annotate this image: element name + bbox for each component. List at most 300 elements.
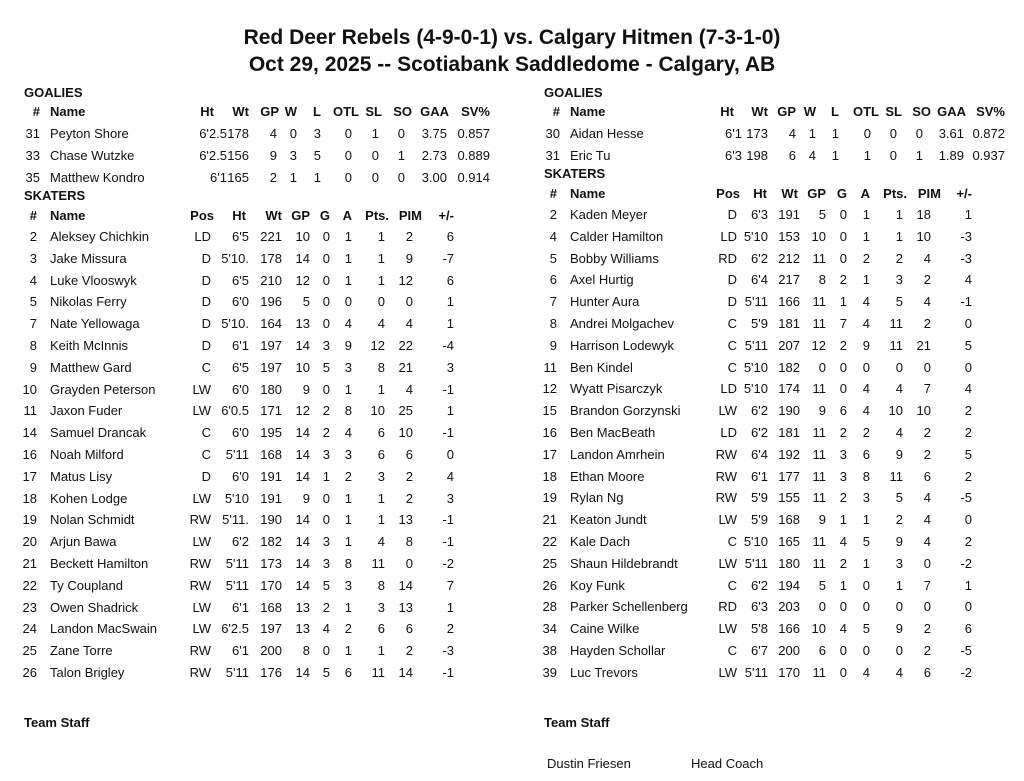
table-cell: Kohen Lodge: [50, 490, 128, 506]
table-cell: C: [727, 577, 737, 593]
skaters-section-title: SKATERS: [544, 166, 606, 181]
table-cell: 6'1: [232, 599, 249, 615]
table-cell: 0: [839, 207, 847, 222]
table-cell: 25: [22, 643, 37, 659]
table-cell: 9: [862, 337, 870, 353]
table-cell: 0: [322, 512, 330, 528]
table-cell: 1: [446, 316, 454, 332]
table-cell: 0.914: [457, 169, 490, 185]
table-cell: 191: [260, 490, 282, 506]
table-cell: 0: [923, 599, 931, 615]
table-cell: Wyatt Pisarczyk: [570, 381, 663, 397]
table-cell: 2: [923, 425, 931, 440]
table-cell: Ht: [753, 186, 767, 201]
table-cell: Keaton Jundt: [570, 512, 647, 528]
table-cell: Chase Wutzke: [50, 147, 135, 163]
table-cell: 8: [29, 338, 37, 353]
table-cell: 221: [260, 229, 282, 244]
table-row: [0, 251, 1024, 273]
table-cell: 22: [398, 338, 413, 353]
table-cell: 4: [788, 126, 796, 141]
table-cell: 10: [398, 425, 413, 441]
table-cell: 11: [371, 665, 385, 680]
table-cell: 182: [778, 359, 800, 375]
table-cell: 6'3: [725, 147, 742, 163]
table-cell: 0: [322, 294, 330, 310]
table-cell: Nikolas Ferry: [50, 294, 127, 310]
table-cell: 0: [322, 643, 330, 659]
table-cell: 0: [377, 294, 385, 310]
table-cell: RW: [189, 577, 211, 593]
table-cell: 15: [542, 403, 557, 419]
table-cell: LW: [192, 381, 211, 397]
table-cell: LW: [718, 403, 737, 419]
table-cell: 2: [344, 621, 352, 637]
table-row: [0, 621, 1024, 643]
table-cell: Name: [50, 208, 86, 223]
table-cell: 156: [227, 147, 249, 163]
table-cell: 8: [302, 643, 310, 659]
table-cell: 5'10: [743, 359, 768, 375]
table-cell: Eric Tu: [570, 147, 611, 163]
table-cell: Pos: [716, 186, 740, 201]
table-cell: 0: [863, 126, 871, 141]
table-cell: 6: [446, 229, 454, 244]
table-cell: Samuel Drancak: [50, 425, 147, 441]
table-cell: Landon MacSwain: [50, 621, 157, 637]
table-cell: 4: [964, 381, 972, 397]
table-cell: 11: [889, 468, 903, 484]
table-cell: 4: [895, 381, 903, 397]
table-cell: Hunter Aura: [570, 294, 640, 310]
table-cell: 22: [22, 577, 37, 593]
table-cell: 18: [916, 207, 931, 222]
table-cell: 34: [542, 621, 557, 637]
table-cell: 5'10: [743, 534, 768, 549]
table-cell: 9: [302, 381, 310, 397]
table-cell: 14: [295, 250, 310, 266]
table-cell: GP: [807, 186, 826, 201]
table-cell: 1: [377, 229, 385, 244]
table-cell: LW: [192, 599, 211, 615]
table-cell: 5: [895, 490, 903, 506]
table-cell: -1: [442, 665, 454, 680]
table-cell: 0: [895, 599, 903, 615]
table-cell: 6: [818, 643, 826, 658]
goalie-table-header: [0, 104, 1024, 126]
table-row: [0, 229, 1024, 251]
table-cell: 9: [895, 534, 903, 549]
table-cell: LW: [718, 621, 737, 637]
table-cell: 11: [889, 316, 903, 331]
table-cell: 0: [839, 250, 847, 266]
table-cell: 3: [895, 555, 903, 571]
table-cell: SL: [365, 104, 382, 119]
table-cell: Ht: [720, 104, 734, 119]
table-cell: LD: [720, 381, 737, 397]
table-cell: 5: [818, 207, 826, 222]
table-cell: 1: [863, 147, 871, 163]
table-cell: 0.889: [457, 147, 490, 163]
table-cell: SO: [912, 104, 931, 119]
table-cell: 9: [405, 250, 413, 266]
table-cell: L: [313, 104, 321, 119]
skater-table-header: [0, 186, 1024, 208]
table-cell: 181: [778, 425, 800, 440]
table-cell: 1: [839, 577, 847, 593]
table-cell: 191: [778, 207, 800, 222]
table-cell: 4: [923, 490, 931, 506]
table-cell: D: [201, 272, 211, 288]
table-row: [0, 338, 1024, 360]
table-row: [0, 272, 1024, 294]
table-cell: C: [201, 447, 211, 462]
table-cell: 0: [839, 381, 847, 397]
table-row: [0, 447, 1024, 469]
table-cell: 11: [889, 337, 903, 353]
table-cell: 1: [808, 126, 816, 141]
table-row: [0, 599, 1024, 621]
table-cell: Nate Yellowaga: [50, 316, 140, 332]
table-cell: Wt: [232, 104, 249, 119]
table-cell: 5'11: [225, 577, 249, 593]
table-cell: 1: [862, 272, 870, 288]
table-cell: 0: [322, 250, 330, 266]
table-cell: Name: [570, 186, 606, 201]
table-cell: 2: [964, 403, 972, 419]
table-cell: 8: [818, 272, 826, 288]
table-cell: 5'11: [225, 447, 249, 462]
table-cell: 2: [923, 316, 931, 331]
table-cell: 1: [446, 599, 454, 615]
table-cell: Luc Trevors: [570, 664, 638, 680]
table-cell: 0: [397, 169, 405, 185]
table-row: [0, 469, 1024, 491]
table-cell: 5'11: [744, 555, 768, 571]
table-cell: 1: [839, 294, 847, 310]
table-cell: 166: [778, 294, 800, 310]
table-cell: 11: [812, 425, 826, 440]
table-cell: -4: [442, 338, 454, 353]
table-cell: 2: [964, 425, 972, 440]
table-cell: 207: [778, 337, 800, 353]
table-cell: -5: [960, 643, 972, 658]
table-cell: 197: [260, 338, 282, 353]
table-cell: 2: [923, 643, 931, 658]
table-cell: 6'3: [751, 207, 768, 222]
table-cell: 1: [915, 147, 923, 163]
table-cell: 2: [322, 425, 330, 441]
table-cell: 2: [839, 272, 847, 288]
table-cell: L: [831, 104, 839, 119]
table-cell: G: [836, 186, 847, 201]
table-cell: 5: [29, 294, 37, 310]
table-cell: 0: [371, 147, 379, 163]
table-cell: G: [319, 208, 330, 223]
table-cell: 200: [260, 643, 282, 659]
table-cell: 0: [895, 643, 903, 658]
table-cell: 5'10.: [221, 316, 249, 332]
table-cell: 0: [839, 643, 847, 658]
table-cell: 21: [22, 556, 37, 571]
table-cell: 9: [302, 490, 310, 506]
table-cell: 1: [964, 577, 972, 593]
table-cell: LW: [192, 490, 211, 506]
table-cell: 10: [916, 228, 931, 244]
table-cell: 3: [344, 447, 352, 462]
table-cell: 1: [313, 169, 321, 185]
table-cell: 13: [398, 512, 413, 528]
table-cell: 5'9: [751, 316, 768, 331]
table-cell: LD: [194, 229, 211, 244]
table-cell: 165: [778, 534, 800, 549]
table-cell: 5: [322, 577, 330, 593]
table-cell: 0.937: [972, 147, 1005, 163]
table-cell: 5'8: [751, 621, 768, 637]
table-cell: 14: [22, 425, 37, 441]
table-cell: 5'11: [744, 337, 768, 353]
table-cell: 2: [322, 403, 330, 419]
table-cell: LW: [192, 403, 211, 419]
table-cell: Axel Hurtig: [570, 272, 634, 288]
table-cell: 1: [862, 555, 870, 571]
table-cell: 191: [260, 468, 282, 484]
table-cell: Talon Brigley: [50, 665, 125, 680]
table-cell: 3: [895, 272, 903, 288]
table-cell: 5'10: [224, 490, 249, 506]
table-cell: 23: [22, 599, 37, 615]
table-cell: 3.61: [938, 126, 964, 141]
table-cell: 0: [862, 359, 870, 375]
table-cell: 18: [22, 490, 37, 506]
table-cell: 2: [895, 512, 903, 528]
table-cell: 5'11: [225, 665, 249, 680]
table-cell: Owen Shadrick: [50, 599, 139, 615]
table-cell: 0: [818, 359, 826, 375]
table-cell: 4: [549, 228, 557, 244]
table-cell: 7: [29, 316, 37, 332]
table-cell: 168: [260, 599, 282, 615]
table-cell: 3: [344, 359, 352, 375]
table-cell: RW: [715, 446, 737, 462]
table-cell: 210: [260, 272, 282, 288]
table-cell: 195: [260, 425, 282, 441]
table-cell: 6: [923, 468, 931, 484]
table-cell: Aleksey Chichkin: [50, 229, 149, 244]
table-cell: LD: [720, 425, 737, 440]
table-cell: 3: [322, 556, 330, 571]
table-cell: 4: [923, 534, 931, 549]
table-cell: 10: [888, 403, 903, 419]
table-cell: 181: [778, 316, 800, 331]
table-cell: 0: [397, 126, 405, 141]
table-cell: A: [860, 186, 870, 201]
table-cell: 5'11: [225, 556, 249, 571]
table-cell: 2: [344, 468, 352, 484]
table-cell: 1: [895, 207, 903, 222]
table-cell: 33: [25, 147, 40, 163]
table-cell: D: [201, 250, 211, 266]
table-cell: 0: [371, 169, 379, 185]
table-cell: -3: [960, 250, 972, 266]
table-cell: 6'0: [232, 468, 249, 484]
table-cell: 38: [542, 643, 557, 658]
table-cell: Bobby Williams: [570, 250, 659, 266]
table-cell: 1: [862, 228, 870, 244]
table-cell: 9: [818, 512, 826, 528]
table-cell: 14: [295, 665, 310, 680]
table-row: [0, 316, 1024, 338]
table-cell: 35: [25, 169, 40, 185]
table-cell: 196: [260, 294, 282, 310]
table-cell: 26: [22, 665, 37, 680]
table-cell: 0: [818, 599, 826, 615]
table-cell: 1: [862, 512, 870, 528]
table-cell: 1: [344, 272, 352, 288]
table-cell: 197: [260, 359, 282, 375]
table-cell: C: [727, 337, 737, 353]
table-cell: 14: [398, 665, 413, 680]
table-cell: 2: [839, 555, 847, 571]
table-cell: 5'11: [744, 664, 768, 680]
table-cell: 13: [295, 621, 310, 637]
table-cell: 4: [862, 294, 870, 310]
table-cell: 1: [377, 272, 385, 288]
table-cell: Name: [50, 104, 86, 119]
table-cell: 14: [295, 577, 310, 593]
table-cell: 6'1: [232, 338, 249, 353]
table-cell: 4: [839, 621, 847, 637]
table-cell: 176: [260, 665, 282, 680]
table-cell: 1: [964, 207, 972, 222]
table-cell: 182: [260, 534, 282, 550]
table-cell: 4: [862, 381, 870, 397]
table-cell: C: [727, 316, 737, 331]
table-cell: W: [284, 104, 297, 119]
table-row: [0, 665, 1024, 687]
table-cell: Brandon Gorzynski: [570, 403, 681, 419]
table-cell: GAA: [937, 104, 966, 119]
table-cell: 6'2: [751, 425, 768, 440]
table-cell: 12: [398, 272, 413, 288]
table-cell: Ben Kindel: [570, 359, 633, 375]
table-cell: 14: [295, 534, 310, 550]
table-cell: 2: [29, 229, 37, 244]
table-cell: 8: [862, 468, 870, 484]
table-row: [0, 534, 1024, 556]
table-cell: 6'5: [232, 359, 249, 375]
table-cell: Matthew Kondro: [50, 169, 145, 185]
table-cell: RW: [715, 468, 737, 484]
staff-name: Dustin Friesen: [547, 756, 631, 771]
table-cell: 2: [549, 207, 557, 222]
table-cell: 192: [778, 446, 800, 462]
table-cell: 25: [398, 403, 413, 419]
table-cell: 4: [405, 381, 413, 397]
table-cell: 3.75: [421, 126, 447, 141]
table-cell: 11: [371, 556, 385, 571]
table-cell: 4: [377, 316, 385, 332]
table-cell: Nolan Schmidt: [50, 512, 135, 528]
table-cell: 30: [545, 126, 560, 141]
table-cell: 13: [295, 599, 310, 615]
table-cell: 12: [542, 381, 557, 397]
table-cell: 6: [446, 272, 454, 288]
table-cell: 4: [344, 316, 352, 332]
table-cell: 0: [322, 490, 330, 506]
table-cell: 0.857: [457, 126, 490, 141]
table-cell: 4: [923, 294, 931, 310]
table-cell: 0: [344, 169, 352, 185]
table-cell: Jake Missura: [50, 250, 127, 266]
table-cell: 5'9: [751, 490, 768, 506]
table-cell: 3: [377, 468, 385, 484]
table-cell: 6: [377, 425, 385, 441]
table-cell: 217: [778, 272, 800, 288]
table-cell: W: [803, 104, 816, 119]
table-cell: 0: [889, 147, 897, 163]
table-cell: Hayden Schollar: [570, 643, 666, 658]
table-cell: 1: [446, 403, 454, 419]
table-cell: 0: [889, 126, 897, 141]
table-cell: 1: [446, 294, 454, 310]
table-cell: 180: [778, 555, 800, 571]
table-cell: Landon Amrhein: [570, 446, 665, 462]
table-cell: 11: [812, 446, 826, 462]
table-cell: 0: [405, 294, 413, 310]
table-row: [0, 381, 1024, 403]
table-cell: 2.73: [421, 147, 447, 163]
table-cell: 6'2: [232, 534, 249, 550]
table-cell: 11: [812, 534, 826, 549]
table-cell: 39: [542, 664, 557, 680]
table-cell: 171: [260, 403, 282, 419]
table-cell: 6'4: [751, 446, 768, 462]
table-cell: 170: [260, 577, 282, 593]
table-cell: C: [201, 425, 211, 441]
table-cell: 3: [446, 490, 454, 506]
table-cell: 13: [398, 599, 413, 615]
table-cell: 5: [964, 446, 972, 462]
table-cell: 9: [818, 403, 826, 419]
table-row: [0, 556, 1024, 578]
table-cell: 6: [923, 664, 931, 680]
table-cell: -3: [960, 228, 972, 244]
table-cell: D: [201, 468, 211, 484]
table-cell: 1: [377, 250, 385, 266]
table-cell: 1: [344, 490, 352, 506]
table-cell: Ty Coupland: [50, 577, 123, 593]
table-cell: PIM: [917, 186, 941, 201]
table-row: [0, 425, 1024, 447]
table-cell: 0: [322, 316, 330, 332]
table-cell: 14: [295, 447, 310, 462]
table-cell: 2: [964, 468, 972, 484]
table-cell: 7: [446, 577, 454, 593]
table-cell: Arjun Bawa: [50, 534, 117, 550]
table-cell: 212: [778, 250, 800, 266]
table-cell: 178: [260, 250, 282, 266]
table-cell: Noah Milford: [50, 447, 124, 462]
table-cell: 8: [405, 534, 413, 550]
table-cell: Zane Torre: [50, 643, 113, 659]
table-cell: 21: [916, 337, 931, 353]
table-cell: Ht: [232, 208, 246, 223]
table-cell: 198: [746, 147, 768, 163]
table-cell: GP: [291, 208, 310, 223]
table-cell: 1: [831, 126, 839, 141]
table-row: [0, 512, 1024, 534]
